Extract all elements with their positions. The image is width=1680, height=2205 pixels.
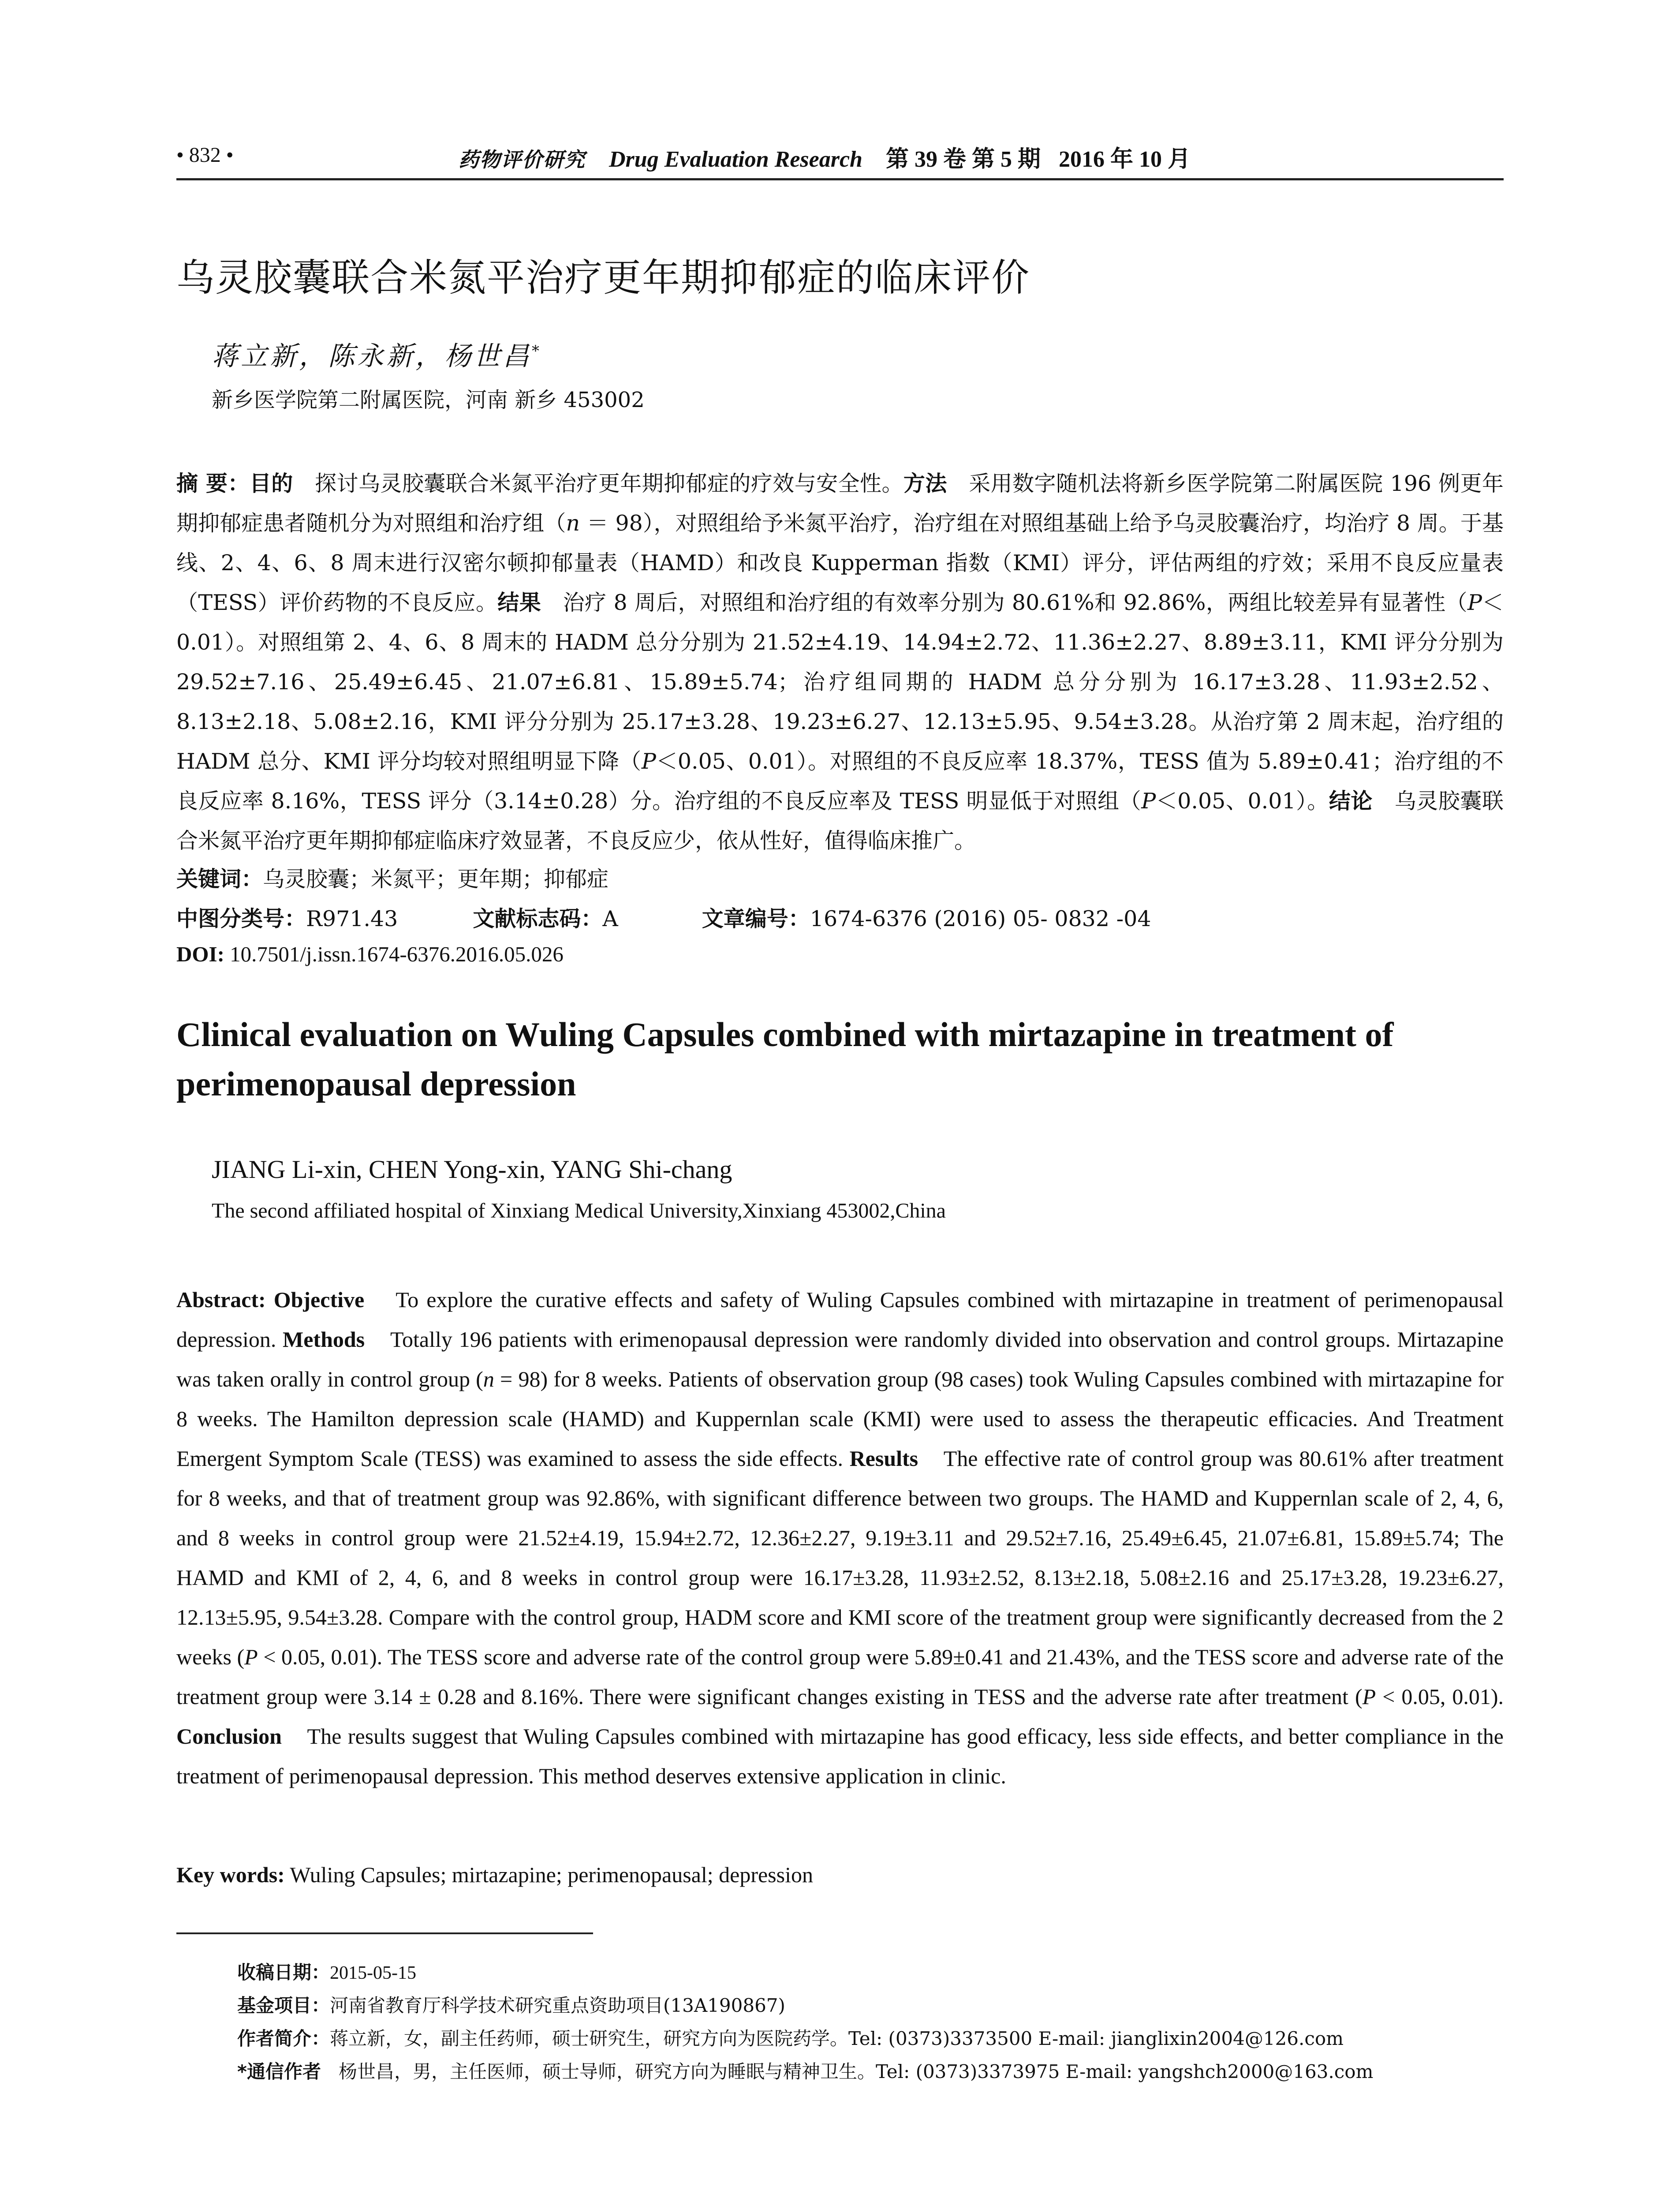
doi-label: DOI: [176,942,224,966]
english-keywords [176,1862,813,1887]
clc-label: 中图分类号： [176,906,306,931]
corresponding-value: 杨世昌，男，主任医师，硕士导师，研究方向为睡眠与精神卫生。Tel: (0373)3373975 E-mail: yangshch2000@163.com [339,2061,1374,2082]
conclusion-label-en: Conclusion [176,1724,282,1749]
received-value: 2015-05-15 [330,1963,416,1983]
page-number: • 832 • [176,143,234,167]
conclusion-text-en: The results suggest that Wuling Capsules combined with mirtazapine has good efficacy, less side effects, and better compliance in the treatment of perimenopausal depression. This method deserves extensive application in clinic. [176,1724,1504,1788]
methods-text-cn-2: ＝ 98），对照组给予米氮平治疗，治疗组在对照组基础上给予乌灵胶囊治疗，均治疗 8 周。于基线、2、4、6、8 周末进行汉密尔顿抑郁量表（HAMD）和改良 Kupperman 指数（KMI）评分，评估两组的疗效；采用不良反应量表（TESS）评价药物的不良反应。 [176,511,1504,615]
results-p-en-1: P [244,1644,258,1669]
results-text-cn-1: 治疗 8 周后，对照组和治疗组的有效率分别为 80.61%和 92.86%，两组比较差异有显著性（ [563,590,1467,615]
doi-line [176,942,564,967]
journal-name: Drug Evaluation Research [609,147,862,172]
methods-text-en-2: = 98) for 8 weeks. Patients of observation group (98 cases) took Wuling Capsules combined with mirtazapine for 8 weeks. The Hamilton depression scale (HAMD) and Kuppernlan scale (KMI) were used to assess the therapeutic efficacies. And Treatment Emergent Symptom Scale (TESS) was examined to assess the side effects. [176,1367,1504,1471]
journal-issue: 第 39 卷 第 5 期 [885,147,1041,172]
chinese-authors [212,335,539,373]
footnote-divider [176,1932,593,1934]
corresponding-mark: * [532,342,539,360]
methods-label-en: Methods [283,1327,365,1352]
clc-value: R971.43 [306,906,398,931]
methods-n-cn: n [566,511,580,536]
classification-line [176,902,1151,933]
results-label-en: Results [849,1446,918,1471]
results-text-en-1: The effective rate of control group was 80.61% after treatment for 8 weeks, and that of treatment group was 92.86%, with significant difference between two groups. The HAMD and Kuppernlan scale of 2, 4, 6, and 8 weeks in control group were 21.52±4.19, 15.94±2.72, 12.36±2.27, 9.19±3.11 and 29.52±7.16, 25.49±6.45, 21.07±6.81, 15.89±5.74; The HAMD and KMI of 2, 4, 6, and 8 weeks in control group were 16.17±3.28, 11.93±2.52, 8.13±2.18, 5.08±2.16 and 25.17±3.28, 19.23±6.27, 12.13±5.95, 9.54±3.28. Compare with the control group, HADM score and KMI score of the treatment group were significantly decreased from the 2 weeks ( [176,1446,1504,1669]
results-text-cn-3: ＜0.05、0.01）。对照组的不良反应率 18.37%，TESS 值为 5.89±0.41；治疗组的不良反应率 8.16%，TESS 评分（3.14±0.28）分。治疗组的不良反应率及 TESS 明显低于对照组（ [176,749,1504,814]
corresponding-label: *通信作者 [237,2061,321,2082]
author-bio-label: 作者简介： [237,2028,330,2049]
objective-label-en: Objective [273,1287,365,1312]
footnote-author [237,2024,1344,2051]
english-title: Clinical evaluation on Wuling Capsules combined with mirtazapine in treatment of perimenopausal depression [176,1015,1394,1103]
doi-value: 10.7501/j.issn.1674-6376.2016.05.026 [230,942,564,966]
abstract-label-cn: 摘 要： [176,471,250,496]
english-abstract [176,1280,1504,1796]
methods-label-cn: 方法 [903,471,947,496]
results-p-en-2: P [1362,1684,1376,1709]
keywords-label-cn: 关键词： [176,867,263,892]
results-p-cn-1: P [1467,590,1482,615]
results-text-en-2: < 0.05, 0.01). The TESS score and adverse rate of the control group were 5.89±0.41 and 21.43%, and the TESS score and adverse rate of the treatment group were 3.14 ± 0.28 and 8.16%. There were significant changes existing in TESS and the adverse rate after treatment ( [176,1644,1504,1709]
footnote-corresponding [237,2057,1373,2084]
conclusion-label-cn: 结论 [1329,789,1373,814]
footnote-fund [237,1991,785,2018]
chinese-title: 乌灵胶囊联合米氮平治疗更年期抑郁症的临床评价 [176,256,1030,300]
results-p-cn-3: P [1141,789,1156,814]
footnote-received [237,1958,416,1984]
author-bio-value: 蒋立新，女，副主任药师，硕士研究生，研究方向为医院药学。Tel: (0373)3373500 E-mail: jianglixin2004@126.com [330,2028,1344,2049]
chinese-affiliation: 新乡医学院第二附属医院，河南 新乡 453002 [212,388,645,412]
keywords-text-cn: 乌灵胶囊；米氮平；更年期；抑郁症 [263,867,609,892]
doc-code-label: 文献标志码： [473,906,603,931]
results-text-cn-4: ＜0.05、0.01）。 [1156,789,1329,814]
journal-logo: 药物评价研究 [459,148,586,172]
results-text-cn-2: ＜0.01）。对照组第 2、4、6、8 周末的 HADM 总分分别为 21.52±4.19、14.94±2.72、11.36±2.27、8.89±3.11，KMI 评分分别为 29.52±7.16、25.49±6.45、21.07±6.81、15.89±5.74；治疗组同期的 HADM 总分分别为 16.17±3.28、11.93±2.52、8.13±2.18、5.08±2.16，KMI 评分分别为 25.17±3.28、19.23±6.27、12.13±5.95、9.54±3.28。从治疗第 2 周末起，治疗组的 HADM 总分、KMI 评分均较对照组明显下降（ [176,590,1504,774]
objective-text-cn: 探讨乌灵胶囊联合米氮平治疗更年期抑郁症的疗效与安全性。 [315,471,903,496]
results-p-cn-2: P [641,749,656,774]
methods-text-cn-1: 采用数字随机法将新乡医学院第二附属医院 196 例更年期抑郁症患者随机分为对照组和治疗组（ [176,471,1504,536]
journal-info [459,140,1191,173]
methods-n-en: n [483,1367,494,1391]
received-label: 收稿日期： [237,1962,330,1983]
methods-text-en-1: Totally 196 patients with erimenopausal depression were randomly divided into observation and control groups. Mirtazapine was taken orally in control group ( [176,1327,1504,1391]
english-affiliation: The second affiliated hospital of Xinxiang Medical University,Xinxiang 453002,China [212,1199,946,1222]
doc-code-value: A [602,906,618,931]
abstract-label-en: Abstract: [176,1287,266,1312]
keywords-text-en: Wuling Capsules; mirtazapine; perimenopausal; depression [290,1862,813,1887]
objective-text-en: To explore the curative effects and safety of Wuling Capsules combined with mirtazapine in treatment of perimenopausal depression. [176,1287,1504,1352]
article-no-label: 文章编号： [702,906,810,931]
results-label-cn: 结果 [497,590,541,615]
results-text-en-3: < 0.05, 0.01). [1376,1684,1504,1709]
objective-label-cn: 目的 [249,471,293,496]
fund-label: 基金项目： [237,1995,330,2016]
chinese-author-names: 蒋立新，陈永新，杨世昌 [212,341,532,372]
chinese-abstract [176,464,1504,861]
running-header [176,140,1504,180]
conclusion-text-cn: 乌灵胶囊联合米氮平治疗更年期抑郁症临床疗效显著，不良反应少，依从性好，值得临床推广。 [176,789,1504,853]
fund-value: 河南省教育厅科学技术研究重点资助项目(13A190867) [330,1995,785,2016]
article-no-value: 1674-6376 (2016) 05- 0832 -04 [810,906,1151,931]
journal-date: 2016 年 10 月 [1059,147,1191,172]
chinese-keywords [176,862,609,893]
english-authors: JIANG Li-xin, CHEN Yong-xin, YANG Shi-chang [212,1155,732,1184]
keywords-label-en: Key words: [176,1862,285,1887]
